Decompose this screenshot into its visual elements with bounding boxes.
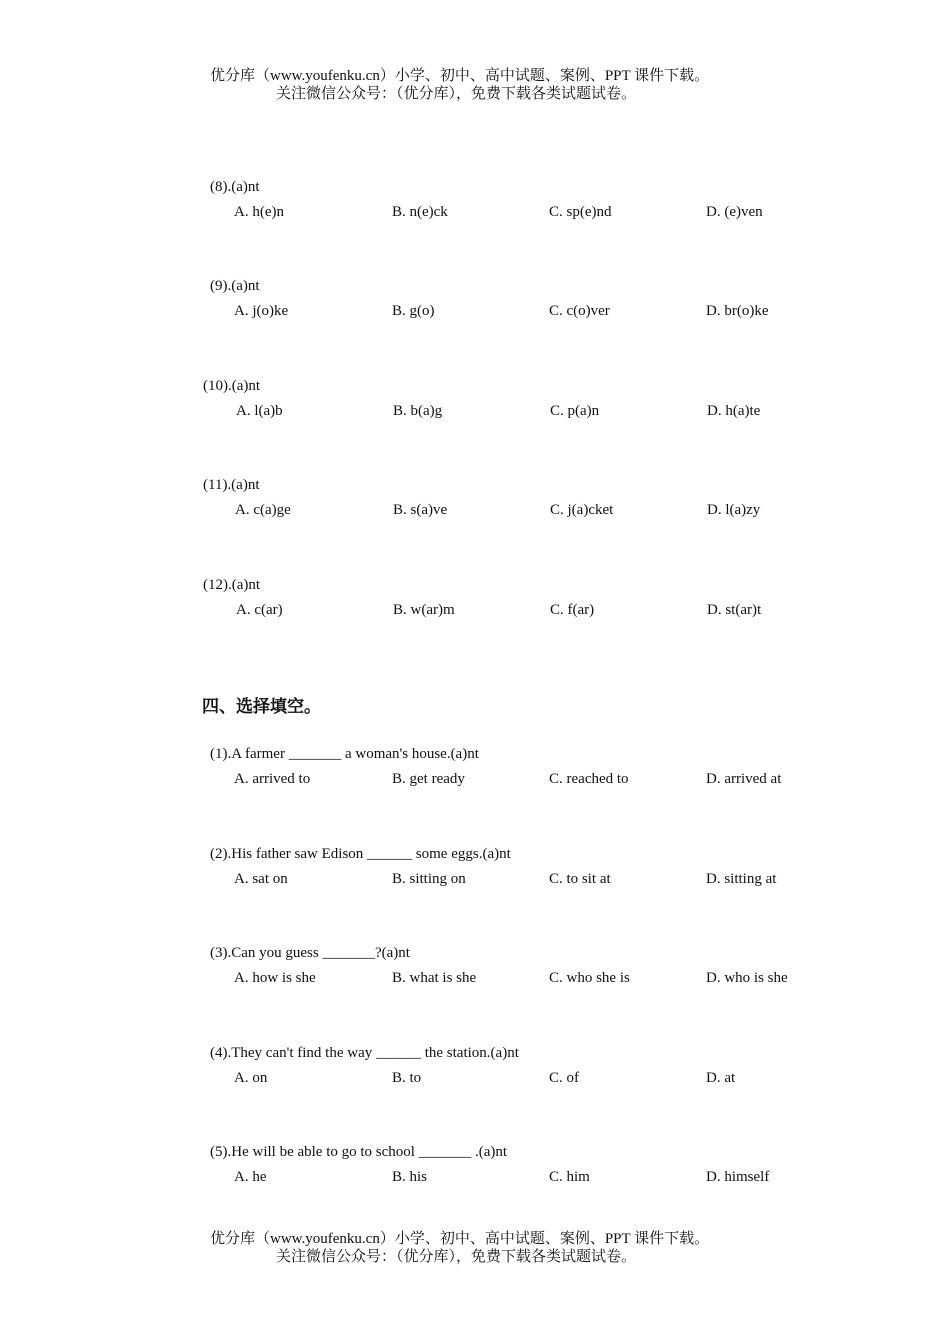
page-footer (0, 1230, 950, 1266)
option-b: B. b(a)g (393, 403, 443, 419)
question-item (0, 1044, 950, 1094)
option-c: C. reached to (549, 771, 629, 787)
option-a: A. on (234, 1070, 268, 1086)
option-a: A. h(e)n (234, 204, 284, 220)
option-c: C. sp(e)nd (549, 204, 612, 220)
question-stem: (12).(a)nt (203, 577, 261, 593)
option-c: C. who she is (549, 970, 630, 986)
footer-line-1: 优分库（www.youfenku.cn）小学、初中、高中试题、案例、PPT 课件下载。 (210, 1231, 710, 1247)
header-line-1: 优分库（www.youfenku.cn）小学、初中、高中试题、案例、PPT 课件下载。 (210, 68, 710, 84)
question-stem: (10).(a)nt (203, 378, 261, 394)
option-d: D. h(a)te (707, 403, 761, 419)
option-a: A. how is she (234, 970, 316, 986)
option-a: A. c(ar) (236, 602, 283, 618)
option-c: C. him (549, 1169, 590, 1185)
option-b: B. what is she (392, 970, 477, 986)
option-a: A. l(a)b (236, 403, 283, 419)
option-a: A. arrived to (234, 771, 311, 787)
option-b: B. n(e)ck (392, 204, 448, 220)
option-d: D. sitting at (706, 871, 777, 887)
option-c: C. p(a)n (550, 403, 600, 419)
option-b: B. g(o) (392, 303, 435, 319)
question-item (0, 944, 950, 994)
option-b: B. to (392, 1070, 422, 1086)
option-b: B. sitting on (392, 871, 466, 887)
question-stem: (1).A farmer _______ a woman's house.(a)nt (210, 746, 479, 762)
question-stem: (11).(a)nt (203, 477, 260, 493)
question-stem: (5).He will be able to go to school _______ .(a)nt (210, 1144, 508, 1160)
header-line-2: 关注微信公众号：（优分库），免费下载各类试题试卷。 (276, 86, 637, 102)
question-stem: (9).(a)nt (210, 278, 260, 294)
question-item (0, 476, 950, 526)
option-b: B. get ready (392, 771, 465, 787)
option-a: A. he (234, 1169, 267, 1185)
option-d: D. arrived at (706, 771, 782, 787)
option-d: D. himself (706, 1169, 770, 1185)
option-c: C. f(ar) (550, 602, 595, 618)
question-item (0, 845, 950, 895)
option-a: A. c(a)ge (235, 502, 291, 518)
question-item (0, 745, 950, 795)
footer-line-2: 关注微信公众号：（优分库），免费下载各类试题试卷。 (276, 1249, 637, 1265)
option-d: D. at (706, 1070, 736, 1086)
option-a: A. j(o)ke (234, 303, 289, 319)
question-item (0, 377, 950, 427)
option-d: D. st(ar)t (707, 602, 762, 618)
option-c: C. of (549, 1070, 579, 1086)
question-stem: (3).Can you guess _______?(a)nt (210, 945, 410, 961)
question-item (0, 277, 950, 327)
question-stem: (4).They can't find the way ______ the station.(a)nt (210, 1045, 519, 1061)
page-header (0, 67, 950, 103)
option-d: D. l(a)zy (707, 502, 761, 518)
option-d: D. br(o)ke (706, 303, 769, 319)
option-b: B. w(ar)m (393, 602, 455, 618)
option-d: D. who is she (706, 970, 788, 986)
option-c: C. to sit at (549, 871, 611, 887)
option-b: B. s(a)ve (393, 502, 448, 518)
question-item (0, 178, 950, 228)
question-stem: (2).His father saw Edison ______ some eggs.(a)nt (210, 846, 511, 862)
option-d: D. (e)ven (706, 204, 763, 220)
question-item (0, 1143, 950, 1193)
section-title: 四、选择填空。 (202, 697, 321, 717)
question-stem: (8).(a)nt (210, 179, 260, 195)
option-a: A. sat on (234, 871, 288, 887)
option-c: C. j(a)cket (550, 502, 614, 518)
option-c: C. c(o)ver (549, 303, 610, 319)
question-item (0, 576, 950, 626)
option-b: B. his (392, 1169, 428, 1185)
